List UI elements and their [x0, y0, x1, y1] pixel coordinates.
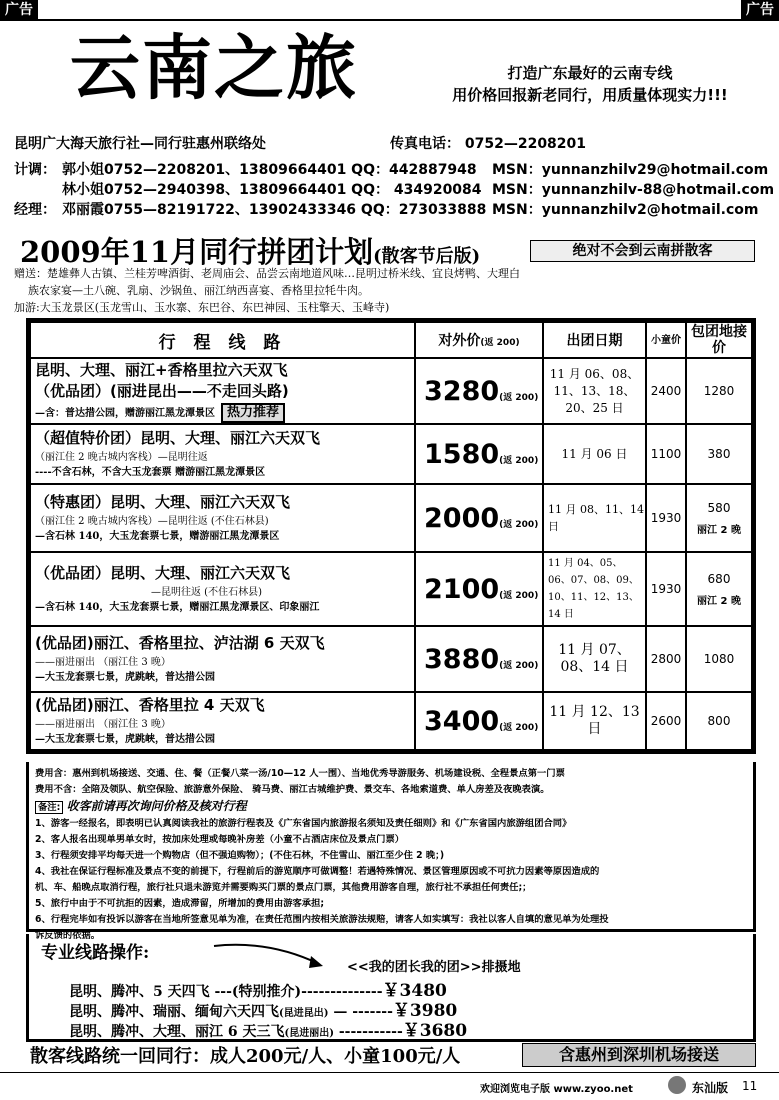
slogan-1: 打造广东最好的云南专线	[507, 64, 673, 82]
pro-line-price: ￥3680	[402, 1021, 468, 1041]
brand-title: 云南之旅	[70, 26, 358, 109]
child-price: 1930	[646, 484, 686, 552]
slogan-2: 用价格回报新老同行，用质量体现实力!!!	[452, 86, 728, 104]
curved-arrow-icon	[209, 938, 339, 974]
route-includes: —含石林 140，大玉龙套票七景，赠游丽江黑龙潭景区	[35, 531, 280, 542]
pro-line-note: (昆进昆出)	[279, 1008, 329, 1019]
pro-line-text: 昆明、腾冲、5 天四飞 ---(特别推介)	[69, 984, 302, 1000]
remark-row	[35, 798, 747, 816]
child-price: 2800	[646, 626, 686, 692]
contact-msn: MSN：yunnanzhilv-88@hotmail.com	[492, 182, 775, 198]
private-note: 丽江 2 晚	[697, 595, 741, 607]
note-item: 机、车、船晚点取消行程，旅行社只退未游览并需要购买门票的景点门票，其他费用游客自理，旅行社不承担任何责任;；	[35, 882, 532, 893]
fax: 传真电话： 0752—2208201	[390, 136, 587, 152]
pro-line-price: ￥3980	[392, 1001, 458, 1021]
departure-dates: 11 月 12、13 日	[543, 692, 646, 750]
hot-badge: 热力推荐	[221, 403, 285, 423]
table-row	[30, 484, 752, 552]
pro-line-3	[69, 1016, 467, 1041]
never-badge: 绝对不会到云南拼散客	[530, 240, 755, 262]
header-route: 行 程 线 路	[30, 322, 415, 358]
contact-role: 计调：	[14, 162, 56, 178]
contact-msn: MSN：yunnanzhilv2@hotmail.com	[492, 202, 759, 218]
table-row	[30, 358, 752, 424]
price-return: (返 200)	[499, 455, 539, 466]
contact-role: 经理：	[14, 202, 56, 218]
price-return: (返 200)	[499, 519, 539, 530]
route-includes: —含石林 140，大玉龙套票七景，赠丽江黑龙潭景区、印象丽江	[35, 602, 320, 613]
price-value: 3280	[424, 375, 500, 407]
note-include: 费用含：惠州到机场接送、交通、住、餐（正餐八菜一汤/10—12 人一围）、当地优秀导游服务、机场建设税、全程景点第一门票	[35, 768, 565, 779]
site-text: 欢迎浏览电子版 www.zyoo.net	[480, 1084, 633, 1095]
private-price: 800	[686, 692, 752, 750]
footer-right: 含惠州到深圳机场接送	[522, 1043, 756, 1067]
child-price: 1100	[646, 424, 686, 484]
header-price-label: 对外价	[438, 333, 481, 349]
route-includes: —含：普达措公园，赠游丽江黑龙潭景区	[35, 408, 215, 419]
table-row	[30, 552, 752, 626]
private-price: 1280	[686, 358, 752, 424]
gift-line: 赠送：楚雄彝人古镇、兰桂芳啤酒街、老周庙会、品尝云南地道风味…昆明过桥米线、宜良烤鸭、大理白	[14, 267, 520, 280]
departure-dates: 11 月 06 日	[543, 424, 646, 484]
route-sub: （丽江住 2 晚古城内客栈）—昆明往返 (不住石林县)	[35, 516, 269, 527]
pro-line-dash: -----------	[338, 1024, 403, 1040]
price-value: 3880	[424, 643, 500, 675]
contact-info: 林小姐0752—2940398、13809664401 QQ： 434920084	[62, 182, 482, 198]
table-row	[30, 626, 752, 692]
route-includes: —大玉龙套票七景，虎跳峡，普达措公园	[35, 672, 215, 683]
header-price	[415, 322, 543, 358]
edition: 东汕版	[692, 1081, 729, 1095]
footer-left: 散客线路统一回同行：成人200元/人、小童100元/人	[30, 1046, 461, 1067]
note-item: 6、行程完毕如有投诉以游客在当地所签意见单为准，在责任范围内按相关旅游法规赔，请客人如实填写：我社以客人自填的意见单为处理投	[35, 914, 609, 925]
plan-title-suffix: (散客节后版)	[373, 246, 481, 267]
pro-panel	[26, 934, 756, 1042]
price-return: (返 200)	[499, 722, 539, 733]
agency-name: 昆明广大海天旅行社—同行驻惠州联络处	[14, 136, 266, 152]
notes-panel	[26, 762, 756, 941]
pro-title: 专业线路操作:	[41, 943, 150, 963]
child-price: 2600	[646, 692, 686, 750]
departure-dates: 11 月 07、08、14 日	[543, 626, 646, 692]
pro-line-dash: --------------	[301, 984, 383, 1000]
pro-line-dash: — -------	[333, 1004, 393, 1020]
child-price: 1930	[646, 552, 686, 626]
route-sub: ——丽进丽出 （丽江住 3 晚）	[35, 657, 171, 668]
price-return: (返 200)	[499, 660, 539, 671]
price-value: 3400	[424, 705, 500, 737]
route-title: 昆明、大理、丽江+香格里拉六天双飞	[35, 361, 288, 379]
pro-line-text: 昆明、腾冲、大理、丽江 6 天三飞	[69, 1024, 285, 1040]
departure-dates: 11 月 04、05、06、07、08、09、10、11、12、13、14 日	[543, 552, 646, 626]
route-title: (优品团)丽江、香格里拉、泸沽湖 6 天双飞	[35, 634, 325, 652]
remark-text: 收客前请再次询问价格及核对行程	[66, 799, 247, 813]
route-title: （超值特价团）昆明、大理、丽江六天双飞	[35, 429, 321, 447]
route-sub: ——丽进丽出 （丽江住 3 晚）	[35, 719, 171, 730]
note-exclude: 费用不含：全陪及领队、航空保险、旅游意外保险、 骑马费、丽江古城维护费、景交车、各地索道费、单人房差及夜晚表演。	[35, 784, 550, 795]
route-sub: （丽江住 2 晚古城内客栈）—昆明往返	[35, 452, 208, 463]
header-date: 出团日期	[543, 322, 646, 358]
page-number: 11	[742, 1079, 758, 1093]
pro-line-note: (昆进丽出)	[284, 1028, 334, 1039]
note-item: 3、行程须安排平均每天进一个购物店（但不强迫购物）；(不住石林，不住雪山、丽江至少住 2 晚；)	[35, 850, 445, 861]
private-note: 丽江 2 晚	[697, 524, 741, 536]
note-item: 4、我社在保证行程标准及景点不变的前提下，行程前后的游览顺序可做调整！若遇特殊情况、景区管理原因或不可抗力因素等原因造成的	[35, 866, 600, 877]
private-price: 680	[707, 571, 731, 586]
addon-line: 加游:大玉龙景区(玉龙雪山、玉水寨、东巴谷、东巴神园、玉柱擎天、玉峰寺)	[14, 301, 390, 314]
top-rule	[0, 19, 779, 21]
price-value: 1580	[424, 438, 500, 470]
note-item: 1、游客一经报名，即表明已认真阅读我社的旅游行程表及《广东省国内旅游报名须知及责任细则》和《广东省国内旅游组团合同》	[35, 818, 572, 829]
route-sub: —昆明往返 (不住石林县)	[151, 587, 262, 598]
table-row	[30, 424, 752, 484]
header-private: 包团地接价	[686, 322, 752, 358]
remark-label: 备注:	[35, 801, 63, 814]
tour-table	[26, 318, 756, 754]
route-title: （优品团）昆明、大理、丽江六天双飞	[35, 564, 291, 582]
gift-line: 族农家宴—土八碗、乳扇、沙锅鱼、丽江纳西喜宴、香格里拉牦牛肉。	[28, 284, 369, 297]
ad-tag-right: 广告	[741, 0, 779, 20]
departure-dates: 11 月 08、11、14 日	[543, 484, 646, 552]
price-value: 2000	[424, 502, 500, 534]
pro-line-text: 昆明、腾冲、瑞丽、缅甸六天四飞	[69, 1004, 279, 1020]
private-price: 1080	[686, 626, 752, 692]
route-includes: —大玉龙套票七景，虎跳峡，普达措公园	[35, 734, 215, 745]
private-price: 580	[707, 500, 731, 515]
note-item: 5、旅行中由于不可抗拒的因素，造成滞留，所增加的费用由游客承担;	[35, 898, 325, 909]
note-item: 诉反馈的依据。	[35, 930, 101, 941]
route-title: (优品团)丽江、香格里拉 4 天双飞	[35, 696, 265, 714]
table-row	[30, 692, 752, 750]
ad-tag-left: 广告	[0, 0, 38, 20]
route-title: （特惠团）昆明、大理、丽江六天双飞	[35, 493, 291, 511]
contact-info: 邓丽霞0755—82191722、13902433346 QQ：273033888	[62, 202, 487, 218]
contact-msn: MSN：yunnanzhilv29@hotmail.com	[492, 162, 769, 178]
price-return: (返 200)	[499, 392, 539, 403]
plan-title-text: 2009年11月同行拼团计划	[20, 235, 374, 269]
private-price: 380	[686, 424, 752, 484]
bottom-rule	[0, 1072, 779, 1073]
price-return: (返 200)	[499, 590, 539, 601]
price-value: 2100	[424, 573, 500, 605]
site-logo-icon	[668, 1076, 686, 1094]
route-title-2: （优品团）(丽进昆出——不走回头路)	[35, 382, 289, 400]
note-item: 2、客人报名出现单男单女时，按加床处理或每晚补房差（小童不占酒店床位及景点门票）	[35, 834, 405, 845]
departure-dates: 11 月 06、08、11、13、18、20、25 日	[543, 358, 646, 424]
header-price-note: (返 200)	[480, 338, 520, 348]
route-includes: ----不含石林，不含大玉龙套票 赠游丽江黑龙潭景区	[35, 467, 266, 478]
pro-tagline: <<我的团长我的团>>排摄地	[347, 960, 521, 975]
contact-info: 郭小姐0752—2208201、13809664401 QQ：442887948	[62, 162, 477, 178]
child-price: 2400	[646, 358, 686, 424]
header-child: 小童价	[646, 322, 686, 358]
pro-line-price: ￥3480	[382, 981, 447, 1001]
